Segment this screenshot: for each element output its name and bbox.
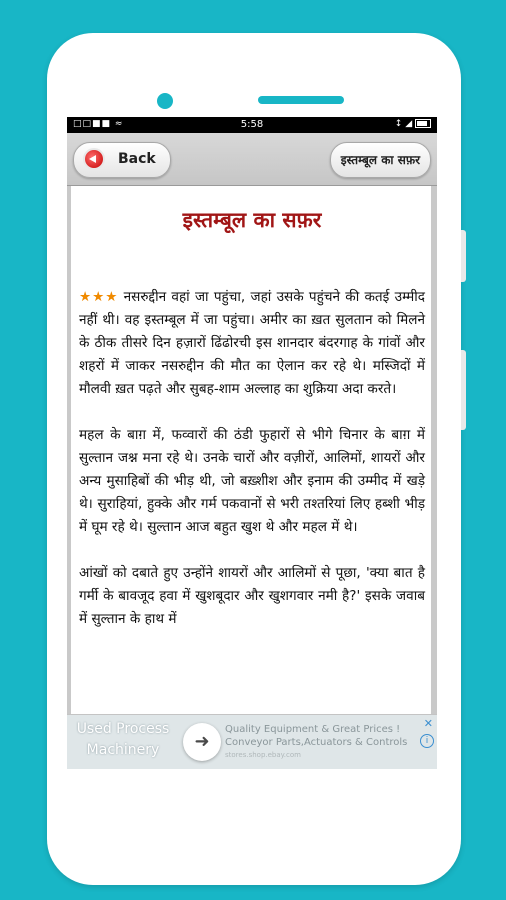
back-label: Back: [118, 151, 156, 167]
stars-icon: ★★★: [79, 289, 119, 305]
front-camera: [157, 93, 173, 109]
arrow-right-icon: ➜: [194, 731, 210, 752]
ad-headline[interactable]: Used Process Machinery: [76, 721, 170, 758]
status-bar: [67, 117, 437, 133]
top-toolbar: [67, 133, 437, 186]
ad-open-button[interactable]: [183, 723, 221, 761]
article-heading: इस्तम्बूल का सफ़र: [182, 208, 322, 232]
paragraph-2: महल के बाग़ में, फव्वारों की ठंडी फुहारों से भीगे चिनार के बाग़ में सुल्तान जश्न मना रहे थे। उनके चारों और वज़ीरों, आलिमों, शायरों और अन्य मुसाहिबों की भीड़ थी, जो बख़्शीश और इनाम की उम्मीद में खड़े थे। सुराहियां, हुक्के और गर्म पकवानों से भरी तश्तरियां लिए हब्शी भीड़ में घूम रहे थे। सुल्तान आज बहुत खुश थे और महल में थे।: [79, 427, 425, 535]
left-border: [67, 186, 71, 714]
paragraph-1: [79, 286, 425, 401]
signal-icons: □□■■ ≈: [73, 119, 124, 129]
battery-icon: [415, 119, 431, 128]
paragraph-3: आंखों को दबाते हुए उन्होंने शायरों और आलिमों से पूछा, 'क्या बात है गर्मी के बावजूद हवा में खुशबूदार और खुशगवार नमी है?' इसके जवाब में सुल्तान के हाथ में: [79, 565, 425, 627]
ad-url: stores.shop.ebay.com: [225, 751, 301, 759]
back-arrow-icon: [83, 148, 105, 170]
paragraph-1-text: नसरुद्दीन वहां जा पहुंचा, जहां उसके पहुंचने की कतई उम्मीद नहीं थी। वह इस्तम्बूल में जा पहुंचा। अमीर का ख़त सुलतान को मिलने के ठीक तीसरे दिन हज़ारों ढिंढोरची इस शानदार बंदरगाह के गांवों और शहरों में जाकर नसरुद्दीन की मौत का ऐलान कर रहे थे। मस्जिदों में मौलवी ख़त पढ़ते और सुबह-शाम अल्लाह का शुक्रिया अदा करते।: [79, 289, 425, 397]
scrollbar-track[interactable]: [431, 186, 437, 714]
power-button: [461, 350, 466, 430]
ad-description[interactable]: [225, 723, 435, 762]
ad-close-icon[interactable]: ✕: [423, 717, 433, 730]
ad-info-icon[interactable]: i: [420, 734, 434, 748]
ad-line-1: Quality Equipment & Great Prices !: [225, 724, 401, 735]
earpiece-speaker: [258, 96, 344, 104]
volume-button: [461, 230, 466, 282]
app-screen: [67, 117, 437, 769]
status-right-icons: [395, 119, 431, 129]
article-body: [79, 286, 425, 654]
chapter-title-button[interactable]: इस्तम्बूल का सफ़र: [330, 142, 431, 178]
ad-banner[interactable]: [67, 714, 437, 769]
article-scroll-area[interactable]: [67, 186, 437, 714]
network-icon: ↕ ◢: [394, 119, 413, 129]
status-time: 5:58: [240, 119, 264, 130]
ad-line-2: Conveyor Parts,Actuators & Controls: [225, 737, 408, 748]
back-button[interactable]: [73, 142, 171, 178]
